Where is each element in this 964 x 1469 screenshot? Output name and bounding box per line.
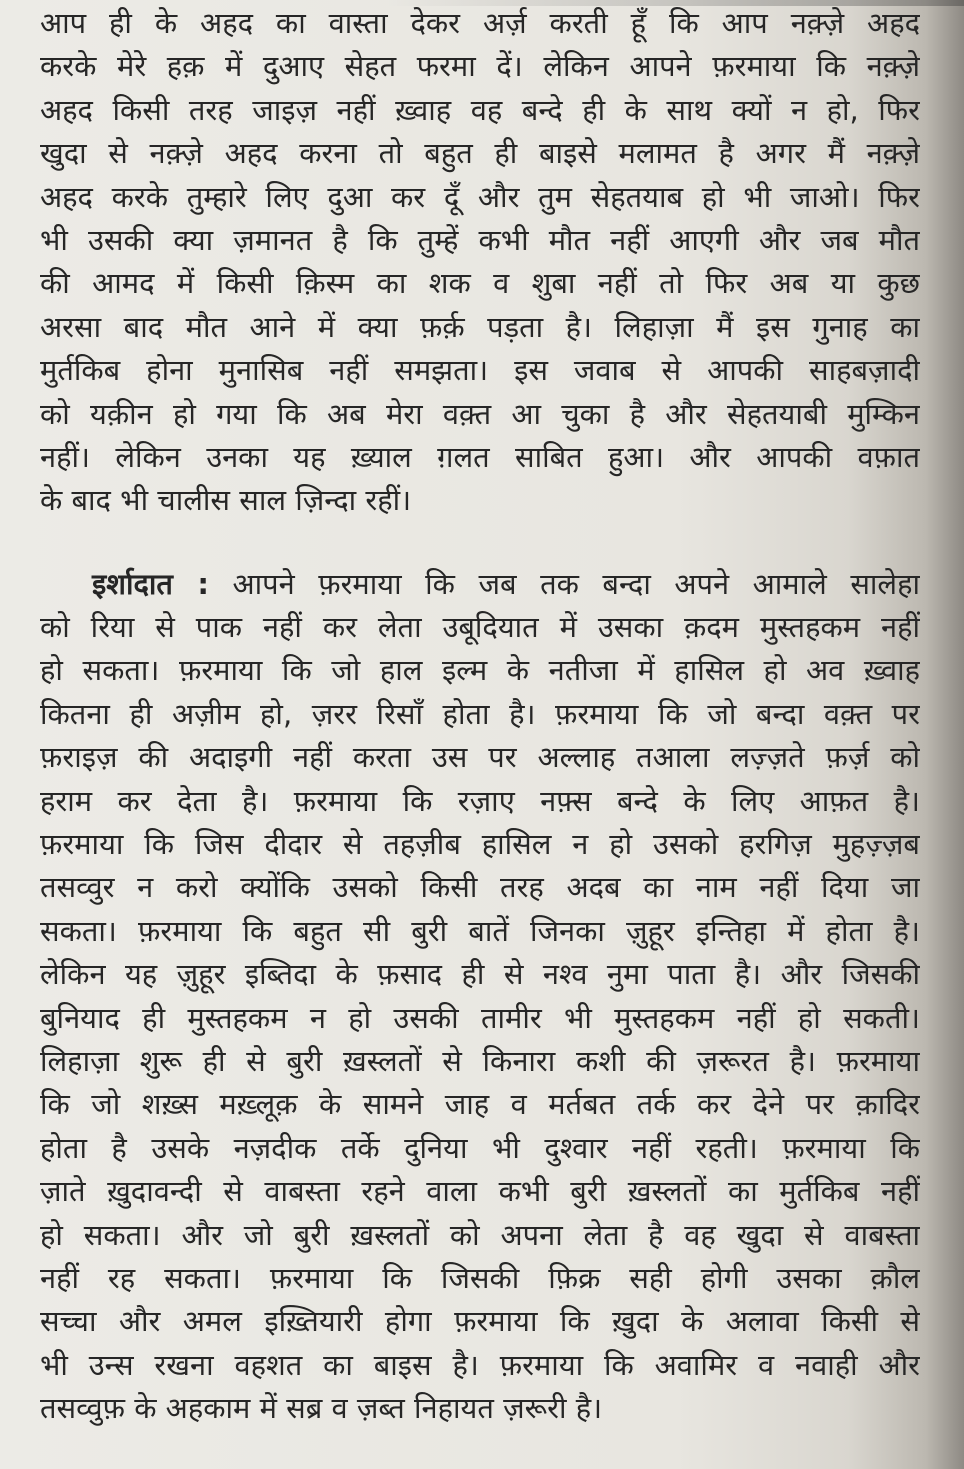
text-line: हो सकता। फ़रमाया कि जो हाल इल्म के नतीजा में हासिल हो अव ख़्वाह: [40, 653, 920, 688]
text-line: लेकिन यह ज़ुहूर इब्तिदा के फ़साद ही से नश्व नुमा पाता है। और जिसकी: [40, 957, 920, 992]
text-line: के बाद भी चालीस साल ज़िन्दा रहीं।: [40, 483, 412, 518]
text-line: होता है उसके नज़दीक तर्के दुनिया भी दुश्वार नहीं रहती। फ़रमाया कि: [40, 1130, 920, 1165]
text-line: खुदा से नक़्ज़े अहद करना तो बहुत ही बाइसे मलामत है अगर मैं नक़्ज़े: [40, 136, 920, 171]
text-line: सकता। फ़रमाया कि बहुत सी बुरी बातें जिनका ज़ुहूर इन्तिहा में होता है।: [40, 913, 920, 948]
text-line: करके मेरे हक़ में दुआए सेहत फरमा दें। लेकिन आपने फ़रमाया कि नक़्ज़े: [40, 49, 920, 84]
text-line: फ़राइज़ की अदाइगी नहीं करता उस पर अल्लाह तआला लज़्ज़ते फ़र्ज़ को: [40, 740, 920, 775]
text-line: अरसा बाद मौत आने में क्या फ़र्क़ पड़ता है। लिहाज़ा मैं इस गुनाह का: [40, 309, 920, 344]
paragraph-2: [40, 563, 920, 1431]
text-line: लिहाज़ा शुरू ही से बुरी ख़स्लतों से किनारा कशी की ज़रूरत है। फ़रमाया: [40, 1043, 920, 1078]
paragraph-gap: [40, 523, 920, 563]
text-line: तसव्वुर न करो क्योंकि उसको किसी तरह अदब का नाम नहीं दिया जा: [40, 870, 920, 905]
text-line: अहद करके तुम्हारे लिए दुआ कर दूँ और तुम सेहतयाब हो भी जाओ। फिर: [40, 179, 920, 214]
text-line: कितना ही अज़ीम हो, ज़रर रिसाँ होता है। फ़रमाया कि जो बन्दा वक़्त पर: [40, 696, 920, 731]
paragraph-1: [40, 2, 920, 523]
text-line: नहीं। लेकिन उनका यह ख़्याल ग़लत साबित हुआ। और आपकी वफ़ात: [40, 439, 920, 474]
text-line: नहीं रह सकता। फ़रमाया कि जिसकी फ़िक्र सही होगी उसका क़ौल: [40, 1260, 920, 1295]
text-line-start: आपने फ़रमाया कि जब तक बन्दा अपने आमाले सालेहा: [232, 566, 920, 601]
page-text: [40, 2, 920, 1431]
text-line: भी उन्स रखना वहशत का बाइस है। फ़रमाया कि अवामिर व नवाही और: [40, 1347, 920, 1382]
text-line: सच्चा और अमल इख़्तियारी होगा फ़रमाया कि ख़ुदा के अलावा किसी से: [40, 1304, 920, 1339]
text-line: की आमद में किसी क़िस्म का शक व शुबा नहीं तो फिर अब या कुछ: [40, 266, 920, 301]
text-line: को रिया से पाक नहीं कर लेता उबूदियात में उसका क़दम मुस्तहकम नहीं: [40, 610, 920, 645]
text-line: हराम कर देता है। फ़रमाया कि रज़ाए नफ़्स बन्दे के लिए आफ़त है।: [40, 783, 920, 818]
text-line: मुर्तकिब होना मुनासिब नहीं समझता। इस जवाब से आपकी साहबज़ादी: [40, 353, 920, 388]
text-line: फ़रमाया कि जिस दीदार से तहज़ीब हासिल न हो उसको हरगिज़ मुहज़्ज़ब: [40, 827, 920, 862]
paragraph-2-first-line: [40, 563, 920, 606]
text-line: बुनियाद ही मुस्तहकम न हो उसकी तामीर भी मुस्तहकम नहीं हो सकती।: [40, 1000, 920, 1035]
text-line: को यक़ीन हो गया कि अब मेरा वक़्त आ चुका है और सेहतयाबी मुम्किन: [40, 396, 920, 431]
text-line: भी उसकी क्या ज़मानत है कि तुम्हें कभी मौत नहीं आएगी और जब मौत: [40, 222, 920, 257]
text-line: ज़ाते ख़ुदावन्दी से वाबस्ता रहने वाला कभी बुरी ख़स्लतों का मुर्तकिब नहीं: [40, 1174, 920, 1209]
text-line: हो सकता। और जो बुरी ख़स्लतों को अपना लेता है वह खुदा से वाबस्ता: [40, 1217, 920, 1252]
section-heading: इर्शादात :: [92, 566, 209, 601]
text-line: आप ही के अहद का वास्ता देकर अर्ज़ करती हूँ कि आप नक़्ज़े अहद: [40, 6, 920, 40]
text-line: तसव्वुफ़ के अहकाम में सब्र व ज़ब्त निहायत ज़रूरी है।: [40, 1391, 603, 1426]
text-line: कि जो शख़्स मख़्लूक़ के सामने जाह व मर्तबत तर्क कर देने पर क़ादिर: [40, 1087, 920, 1122]
text-line: अहद किसी तरह जाइज़ नहीं ख़्वाह वह बन्दे ही के साथ क्यों न हो, फिर: [40, 92, 920, 127]
